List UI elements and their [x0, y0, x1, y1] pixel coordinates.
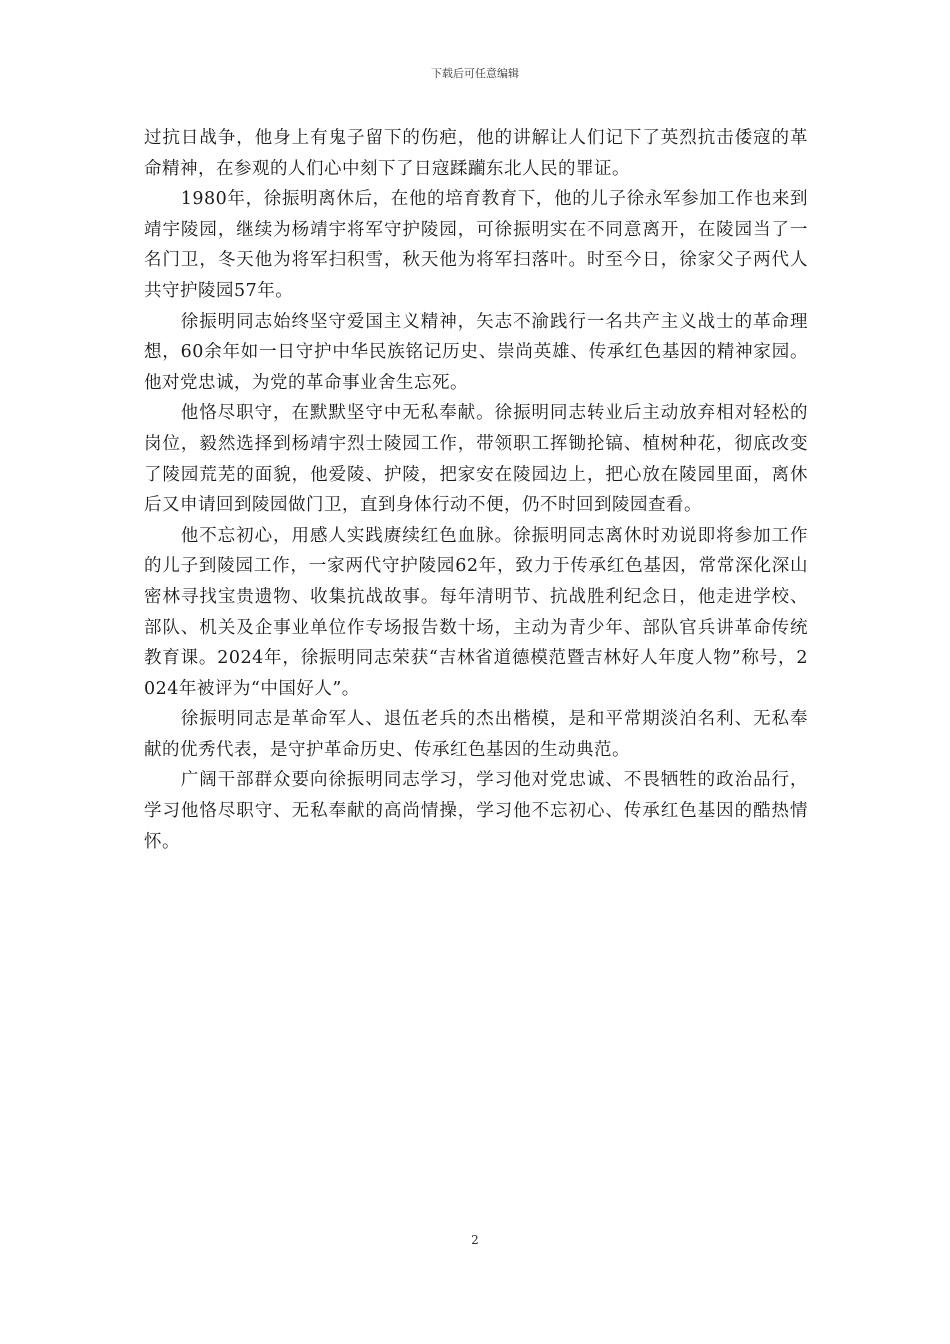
paragraph: 徐振明同志是革命军人、退伍老兵的杰出楷模，是和平常期淡泊名利、无私奉献的优秀代表，是守护革命历史、传承红色基因的生动典范。 — [144, 709, 808, 760]
paragraph: 1980年，徐振明离休后，在他的培育教育下，他的儿子徐永军参加工作也来到靖宇陵园，继续为杨靖宇将军守护陵园，可徐振明实在不同意离开，在陵园当了一名门卫，冬天他为将军扫积雪，秋天他为将军扫落叶。时至今日，徐家父子两代人共守护陵园57年。 — [144, 189, 808, 301]
paragraph-continuation: 过抗日战争，他身上有鬼子留下的伤疤，他的讲解让人们记下了英烈抗击倭寇的革命精神，在参观的人们心中刻下了日寇蹂躏东北人民的罪证。 — [144, 128, 808, 179]
paragraph: 徐振明同志始终坚守爱国主义精神，矢志不渝践行一名共产主义战士的革命理想，60余年如一日守护中华民族铭记历史、崇尚英雄、传承红色基因的精神家园。他对党忠诚，为党的革命事业舍生忘死。 — [144, 311, 808, 393]
paragraph: 他不忘初心，用感人实践赓续红色血脉。徐振明同志离休时劝说即将参加工作的儿子到陵园工作，一家两代守护陵园62年，致力于传承红色基因，常常深化深山密林寻找宝贵遗物、收集抗战故事。每年清明节、抗战胜利纪念日，他走进学校、部队、机关及企事业单位作专场报告数十场，主动为青少年、部队官兵讲革命传统教育课。2024年，徐振明同志荣获“吉林省道德模范暨吉林好人年度人物”称号，2024年被评为“中国好人”。 — [144, 525, 808, 699]
document-body — [144, 123, 808, 857]
paragraph: 广阔干部群众要向徐振明同志学习，学习他对党忠诚、不畏牺牲的政治品行，学习他恪尽职守、无私奉献的高尚情操，学习他不忘初心、传承红色基因的酷热情怀。 — [144, 770, 808, 852]
paragraph: 他恪尽职守，在默默坚守中无私奉献。徐振明同志转业后主动放弃相对轻松的岗位，毅然选择到杨靖宇烈士陵园工作，带领职工挥锄抡镐、植树种花，彻底改变了陵园荒芜的面貌，他爱陵、护陵，把家安在陵园边上，把心放在陵园里面，离休后又申请回到陵园做门卫，直到身体行动不便，仍不时回到陵园查看。 — [144, 403, 808, 516]
page-header: 下载后可任意编辑 — [431, 67, 519, 80]
page-number: 2 — [471, 1233, 479, 1247]
